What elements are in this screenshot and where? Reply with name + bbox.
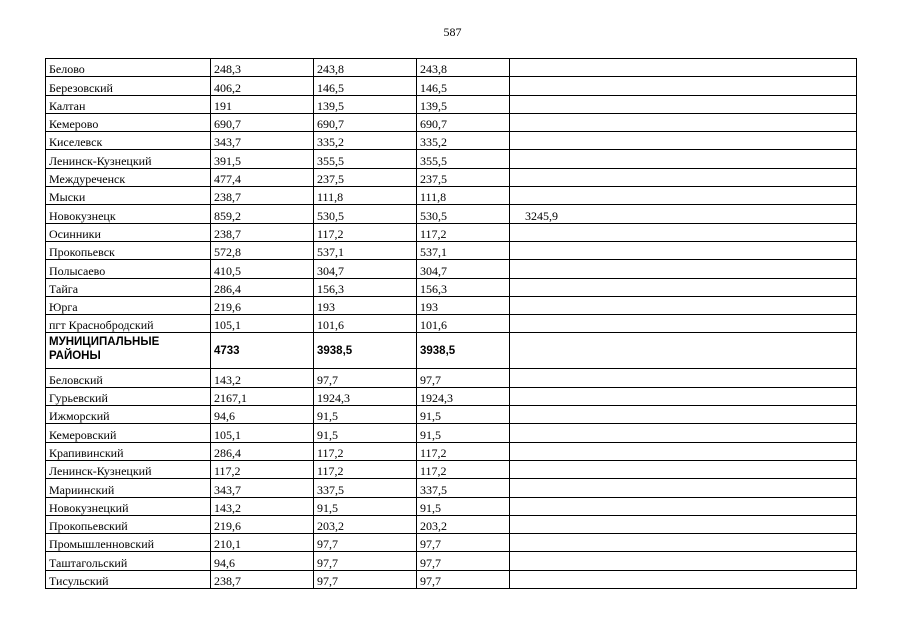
value-2-cell: 146,5 [314,77,417,95]
value-1-cell: 343,7 [211,479,314,497]
table-row [46,95,857,113]
table-row [46,113,857,131]
value-4-cell [510,278,857,296]
value-4-cell [510,534,857,552]
value-2-cell: 304,7 [314,260,417,278]
territory-name-cell: Ленинск-Кузнецкий [46,460,211,478]
value-1-cell: 286,4 [211,442,314,460]
value-2-cell: 101,6 [314,315,417,333]
value-2-cell: 355,5 [314,150,417,168]
value-2-cell: 1924,3 [314,387,417,405]
table-row [46,534,857,552]
value-3-cell: 537,1 [417,241,510,259]
territory-name-cell: Белово [46,59,211,77]
value-1-cell: 690,7 [211,113,314,131]
value-3-cell: 237,5 [417,168,510,186]
value-3-cell: 117,2 [417,442,510,460]
value-1-cell: 238,7 [211,187,314,205]
value-3-cell: 3938,5 [417,333,510,369]
value-1-cell: 143,2 [211,369,314,387]
value-1-cell: 105,1 [211,315,314,333]
value-4-cell [510,113,857,131]
value-4-cell [510,570,857,588]
value-4-cell [510,460,857,478]
territory-name-cell: Ленинск-Кузнецкий [46,150,211,168]
table-row [46,223,857,241]
territory-name-cell: Промышленновский [46,534,211,552]
page-number: 587 [443,25,462,39]
value-3-cell: 1924,3 [417,387,510,405]
value-2-cell: 97,7 [314,570,417,588]
value-1-cell: 859,2 [211,205,314,223]
table-row [46,168,857,186]
value-2-cell: 117,2 [314,460,417,478]
table-row [46,150,857,168]
value-1-cell: 238,7 [211,570,314,588]
value-1-cell: 105,1 [211,424,314,442]
value-1-cell: 2167,1 [211,387,314,405]
value-2-cell: 337,5 [314,479,417,497]
value-4-cell [510,497,857,515]
value-1-cell: 238,7 [211,223,314,241]
value-4-cell [510,479,857,497]
value-4-cell: 3245,9 [510,205,857,223]
value-4-cell [510,95,857,113]
value-2-cell: 156,3 [314,278,417,296]
table-body [46,59,857,589]
value-2-cell: 335,2 [314,132,417,150]
value-2-cell: 690,7 [314,113,417,131]
table-row [46,406,857,424]
value-1-cell: 4733 [211,333,314,369]
value-4-cell [510,132,857,150]
value-4-cell [510,333,857,369]
value-2-cell: 237,5 [314,168,417,186]
table-row [46,260,857,278]
value-1-cell: 391,5 [211,150,314,168]
value-4-cell [510,315,857,333]
table-row [46,205,857,223]
value-4-cell [510,515,857,533]
table-row [46,479,857,497]
value-1-cell: 191 [211,95,314,113]
value-2-cell: 91,5 [314,424,417,442]
value-4-cell [510,168,857,186]
value-2-cell: 97,7 [314,552,417,570]
territory-name-cell: Беловский [46,369,211,387]
territory-name-cell: МУНИЦИПАЛЬНЫЕ РАЙОНЫ [46,333,211,369]
value-3-cell: 146,5 [417,77,510,95]
value-2-cell: 91,5 [314,497,417,515]
territory-name-cell: Ижморский [46,406,211,424]
value-4-cell [510,369,857,387]
value-1-cell: 343,7 [211,132,314,150]
territory-name-cell: Гурьевский [46,387,211,405]
value-4-cell [510,187,857,205]
value-2-cell: 203,2 [314,515,417,533]
table-section-row [46,333,857,369]
value-4-cell [510,442,857,460]
value-3-cell: 91,5 [417,424,510,442]
value-1-cell: 572,8 [211,241,314,259]
territory-name-cell: пгт Краснобродский [46,315,211,333]
territory-name-cell: Юрга [46,296,211,314]
value-1-cell: 406,2 [211,77,314,95]
value-3-cell: 91,5 [417,497,510,515]
table-row [46,552,857,570]
value-3-cell: 156,3 [417,278,510,296]
territory-name-cell: Новокузнецк [46,205,211,223]
table-row [46,59,857,77]
value-3-cell: 117,2 [417,460,510,478]
table-row [46,296,857,314]
value-2-cell: 117,2 [314,442,417,460]
value-1-cell: 410,5 [211,260,314,278]
table-row [46,460,857,478]
value-1-cell: 210,1 [211,534,314,552]
table-row [46,515,857,533]
value-3-cell: 355,5 [417,150,510,168]
territory-name-cell: Новокузнецкий [46,497,211,515]
table-row [46,77,857,95]
data-table [45,58,857,589]
table-row [46,315,857,333]
value-2-cell: 91,5 [314,406,417,424]
table-row [46,132,857,150]
table-row [46,387,857,405]
value-1-cell: 477,4 [211,168,314,186]
territory-name-cell: Крапивинский [46,442,211,460]
value-3-cell: 193 [417,296,510,314]
table-row [46,570,857,588]
table-row [46,369,857,387]
territory-name-cell: Таштагольский [46,552,211,570]
table-row [46,497,857,515]
value-2-cell: 193 [314,296,417,314]
value-3-cell: 530,5 [417,205,510,223]
value-4-cell [510,424,857,442]
value-1-cell: 94,6 [211,406,314,424]
value-4-cell [510,552,857,570]
value-4-cell [510,296,857,314]
table-row [46,187,857,205]
value-3-cell: 91,5 [417,406,510,424]
value-3-cell: 139,5 [417,95,510,113]
value-1-cell: 94,6 [211,552,314,570]
territory-name-cell: Калтан [46,95,211,113]
territory-name-cell: Мариинский [46,479,211,497]
value-3-cell: 97,7 [417,552,510,570]
territory-name-cell: Тисульский [46,570,211,588]
territory-name-cell: Кемерово [46,113,211,131]
territory-name-cell: Осинники [46,223,211,241]
value-4-cell [510,77,857,95]
value-1-cell: 219,6 [211,515,314,533]
territory-name-cell: Березовский [46,77,211,95]
value-2-cell: 243,8 [314,59,417,77]
territory-name-cell: Тайга [46,278,211,296]
value-2-cell: 537,1 [314,241,417,259]
value-2-cell: 3938,5 [314,333,417,369]
value-2-cell: 530,5 [314,205,417,223]
table-row [46,241,857,259]
table-row [46,442,857,460]
territory-name-cell: Киселевск [46,132,211,150]
value-3-cell: 203,2 [417,515,510,533]
territory-name-cell: Полысаево [46,260,211,278]
value-3-cell: 97,7 [417,534,510,552]
value-3-cell: 243,8 [417,59,510,77]
value-3-cell: 304,7 [417,260,510,278]
value-4-cell [510,241,857,259]
value-1-cell: 143,2 [211,497,314,515]
table-row [46,424,857,442]
value-3-cell: 97,7 [417,369,510,387]
value-3-cell: 337,5 [417,479,510,497]
value-4-cell [510,223,857,241]
value-3-cell: 117,2 [417,223,510,241]
territory-name-cell: Мыски [46,187,211,205]
value-4-cell [510,59,857,77]
value-2-cell: 111,8 [314,187,417,205]
value-3-cell: 690,7 [417,113,510,131]
value-2-cell: 139,5 [314,95,417,113]
territory-name-cell: Прокопьевск [46,241,211,259]
value-1-cell: 248,3 [211,59,314,77]
value-4-cell [510,260,857,278]
value-3-cell: 335,2 [417,132,510,150]
territory-name-cell: Междуреченск [46,168,211,186]
value-4-cell [510,387,857,405]
value-2-cell: 117,2 [314,223,417,241]
value-2-cell: 97,7 [314,369,417,387]
value-3-cell: 101,6 [417,315,510,333]
territory-name-cell: Прокопьевский [46,515,211,533]
value-2-cell: 97,7 [314,534,417,552]
value-4-cell [510,150,857,168]
value-1-cell: 286,4 [211,278,314,296]
value-1-cell: 219,6 [211,296,314,314]
table-row [46,278,857,296]
value-4-cell [510,406,857,424]
value-3-cell: 111,8 [417,187,510,205]
value-1-cell: 117,2 [211,460,314,478]
value-3-cell: 97,7 [417,570,510,588]
territory-name-cell: Кемеровский [46,424,211,442]
